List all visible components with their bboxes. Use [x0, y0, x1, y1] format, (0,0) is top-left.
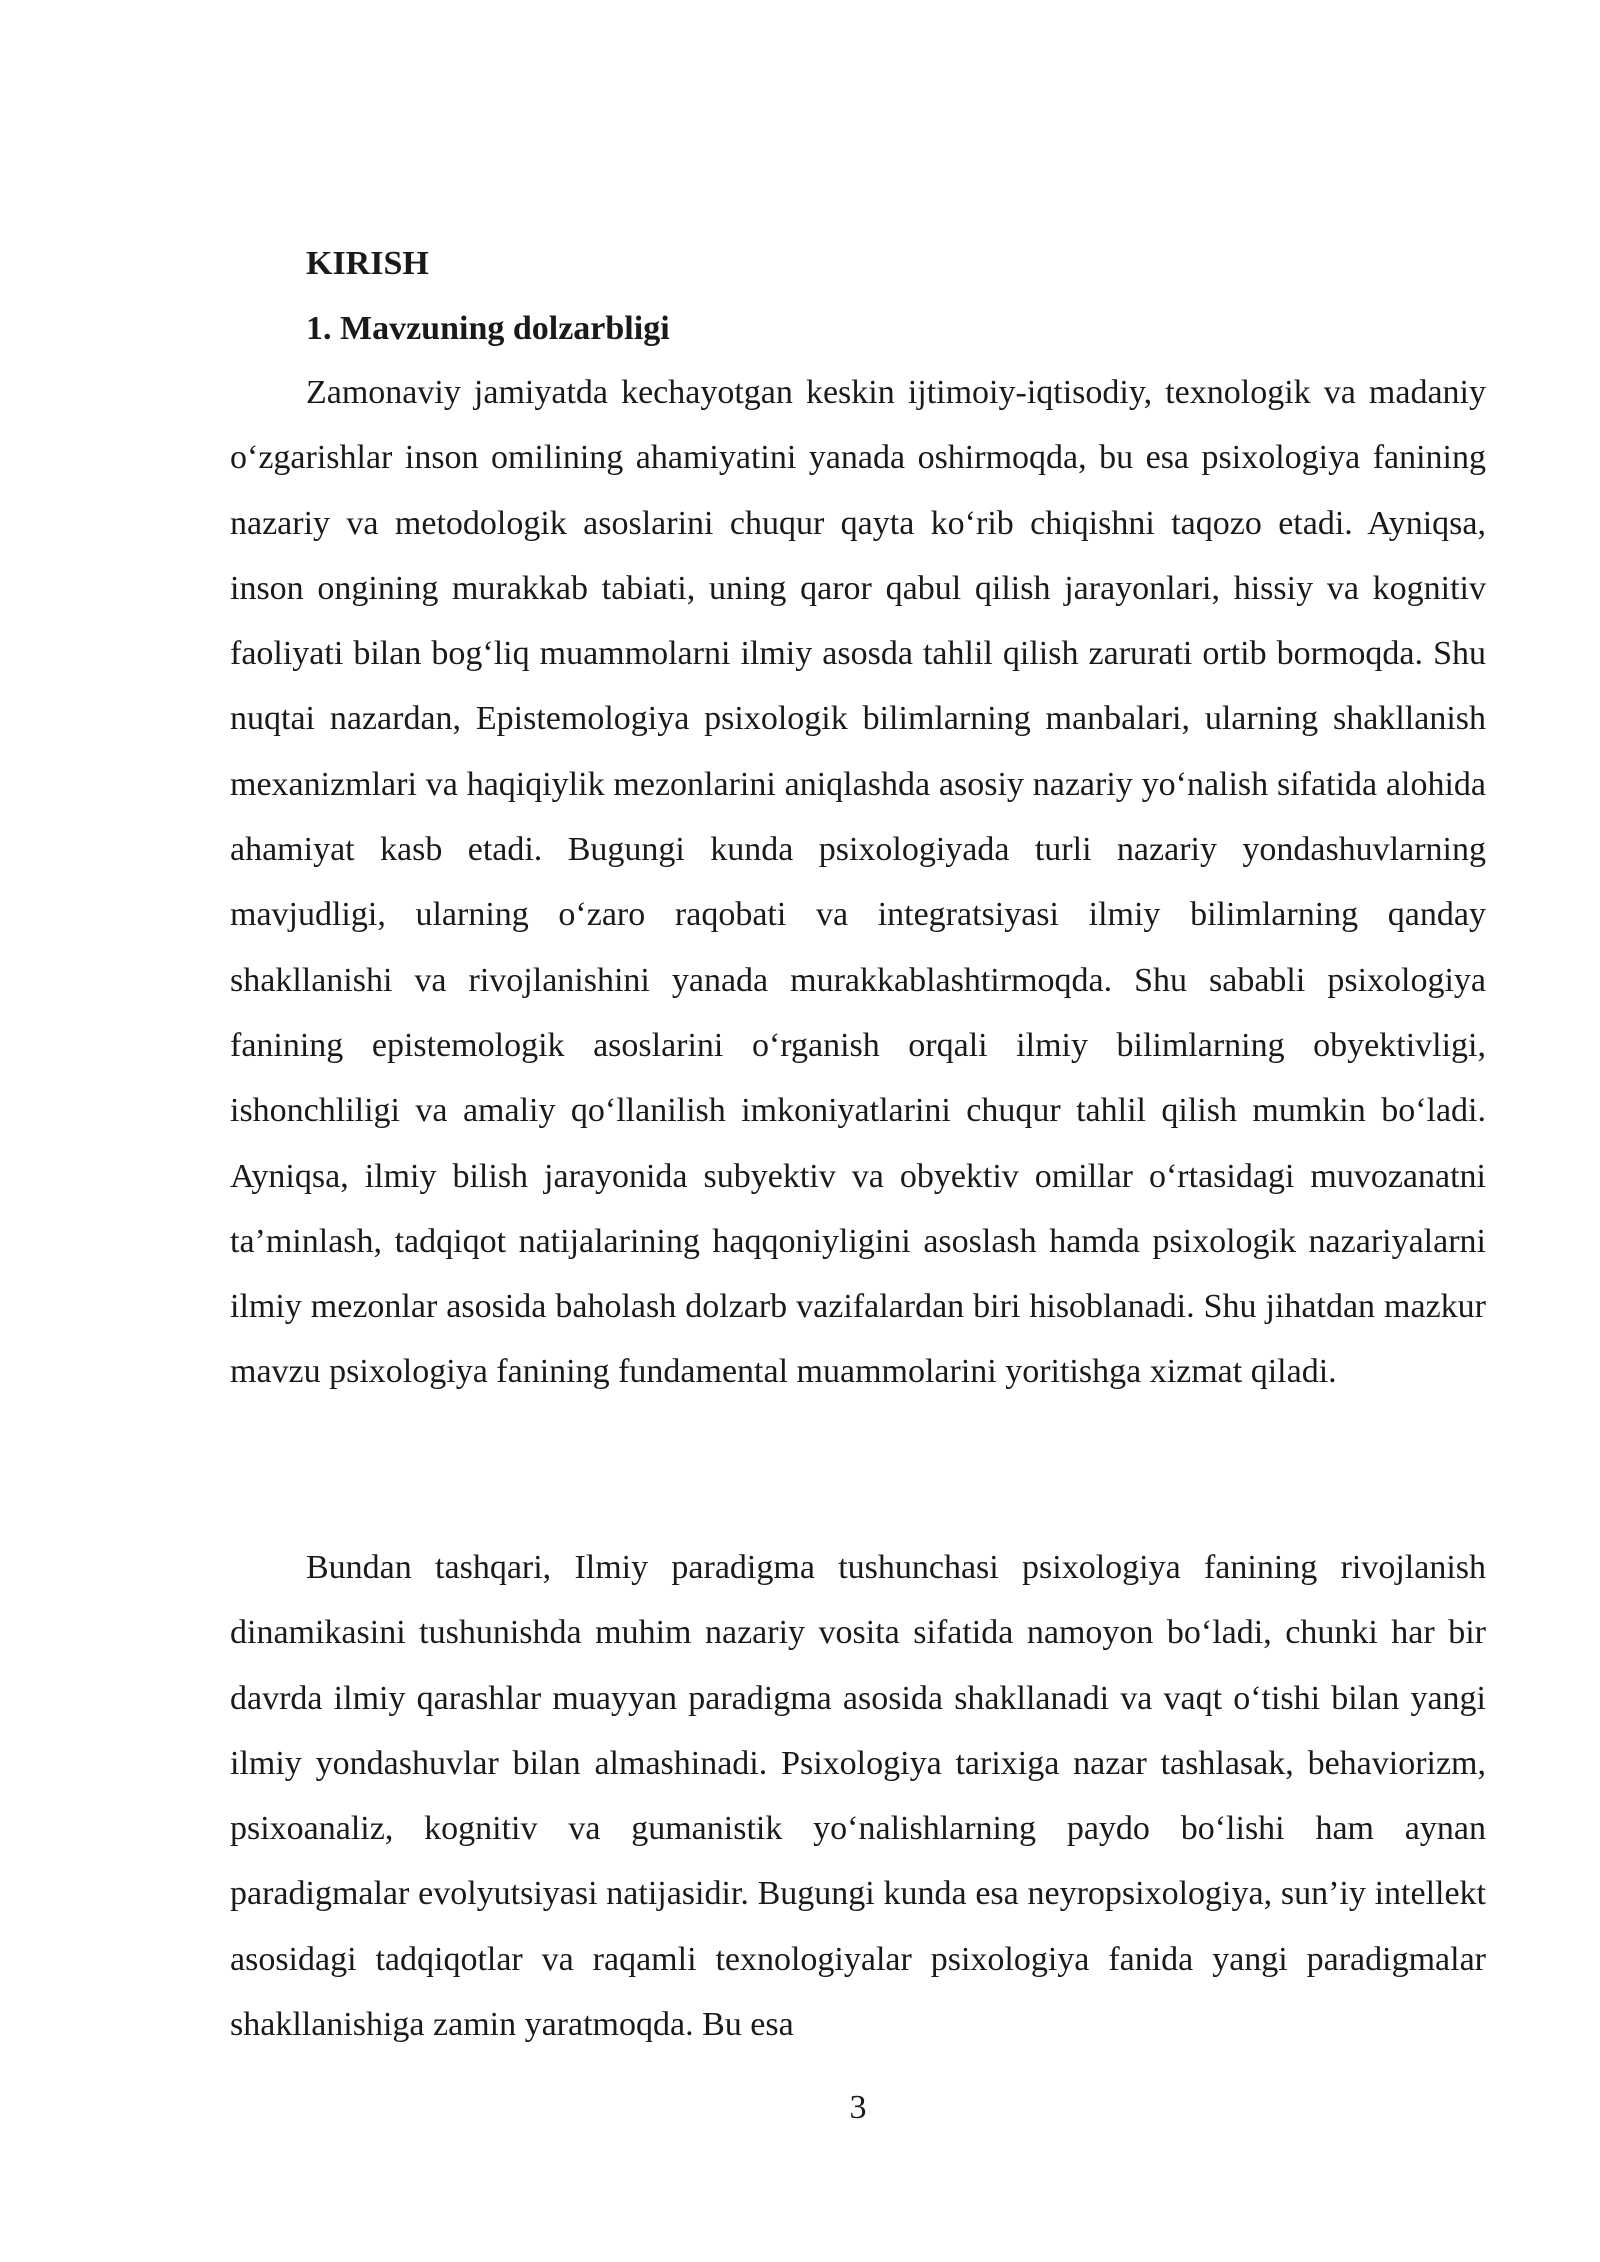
paragraph: Zamonaviy jamiyatda kechayotgan keskin ijtimoiy-iqtisodiy, texnologik va madaniy o‘zgarishlar inson omilining ahamiyatini yanada oshirmoqda, bu esa psixologiya fanining nazariy va metodologik asoslarini chuqur qayta ko‘rib chiqishni taqozo etadi. Ayniqsa, inson ongining murakkab tabiati, uning qaror qabul qilish jarayonlari, hissiy va kognitiv faoliyati bilan bog‘liq muammolarni ilmiy asosda tahlil qilish zarurati ortib bormoqda. Shu nuqtai nazardan, Epistemologiya psixologik bilimlarning manbalari, ularning shakllanish mexanizmlari va haqiqiylik mezonlarini aniqlashda asosiy nazariy yo‘nalish sifatida alohida ahamiyat kasb etadi. Bugungi kunda psixologiyada turli nazariy yondashuvlarning mavjudligi, ularning o‘zaro raqobati va integratsiyasi ilmiy bilimlarning qanday shakllanishi va rivojlanishini yanada murakkablashtirmoqda. Shu sababli psixologiya fanining epistemologik asoslarini o‘rganish orqali ilmiy bilimlarning obyektivligi, ishonchliligi va amaliy qo‘llanilish imkoniyatlarini chuqur tahlil qilish mumkin bo‘ladi. Ayniqsa, ilmiy bilish jarayonida subyektiv va obyektiv omillar o‘rtasidagi muvozanatni ta’minlash, tadqiqot natijalarining haqqoniyligini asoslash hamda psixologik nazariyalarni ilmiy mezonlar asosida baholash dolzarb vazifalardan biri hisoblanadi. Shu jihatdan mazkur mavzu psixologiya fanining fundamental muammolarini yoritishga xizmat qiladi. — [230, 374, 1486, 1391]
paragraph: Bundan tashqari, Ilmiy paradigma tushunchasi psixologiya fanining rivojlanish dinamikasini tushunishda muhim nazariy vosita sifatida namoyon bo‘ladi, chunki har bir davrda ilmiy qarashlar muayyan paradigma asosida shakllanadi va vaqt o‘tishi bilan yangi ilmiy yondashuvlar bilan almashinadi. Psixologiya tarixiga nazar tashlasak, behaviorizm, psixoanaliz, kognitiv va gumanistik yo‘nalishlarning paydo bo‘lishi ham aynan paradigmalar evolyutsiyasi natijasidir. Bugungi kunda esa neyropsixologiya, sun’iy intellekt asosidagi tadqiqotlar va raqamli texnologiyalar psixologiya fanida yangi paradigmalar shakllanishiga zamin yaratmoqda. Bu esa — [230, 1549, 1486, 2044]
chapter-heading: KIRISH — [306, 245, 429, 282]
paragraph-block-1 — [230, 360, 1486, 1405]
paragraph-block-2 — [230, 1535, 1486, 2057]
page-number: 3 — [849, 2089, 867, 2126]
section-title: 1. Mavzuning dolzarbligi — [306, 310, 670, 347]
